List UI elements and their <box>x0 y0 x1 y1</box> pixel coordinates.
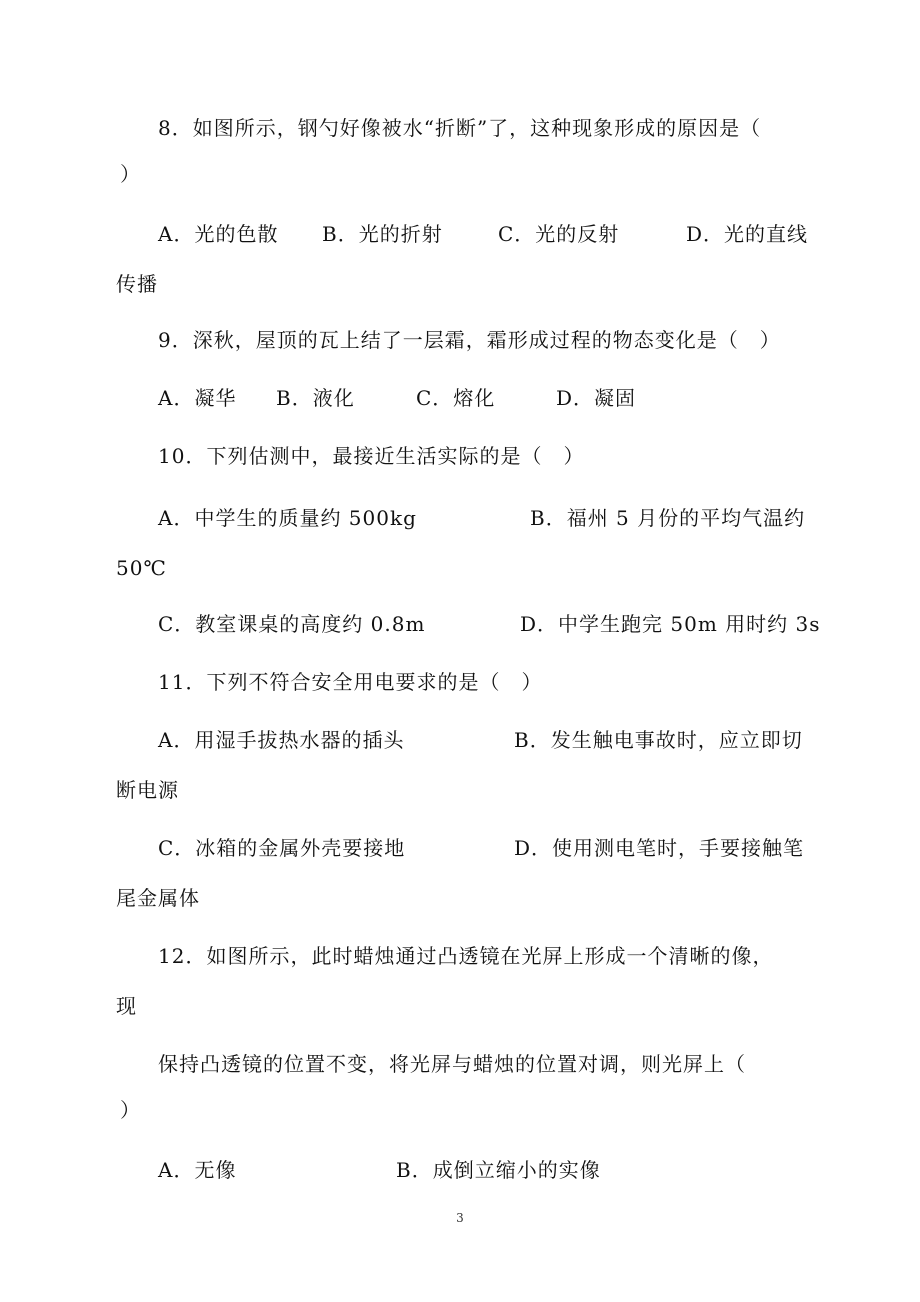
q11-option-d: D．使用测电笔时，手要接触笔 <box>514 836 805 860</box>
q10-option-c: C．教室课桌的高度约 0.8m <box>158 612 426 636</box>
q9-option-b: B．液化 <box>276 386 355 410</box>
q8-option-d-cont: 传播 <box>116 272 158 296</box>
q8-option-b: B．光的折射 <box>322 222 443 246</box>
q12-option-b: B．成倒立缩小的实像 <box>396 1158 601 1182</box>
q12-option-a: A．无像 <box>158 1158 237 1182</box>
q12-stem-line4: ） <box>120 1098 141 1122</box>
q8-option-a: A．光的色散 <box>158 222 279 246</box>
q11-option-c: C．冰箱的金属外壳要接地 <box>158 836 406 860</box>
q11-option-a: A．用湿手拔热水器的插头 <box>158 728 405 752</box>
q12-stem-line1: 12．如图所示，此时蜡烛通过凸透镜在光屏上形成一个清晰的像， <box>158 944 774 968</box>
q8-stem-line2: ） <box>120 162 141 186</box>
page-number: 3 <box>456 1211 464 1225</box>
q11-option-b-cont: 断电源 <box>116 778 179 802</box>
q8-option-d: D．光的直线 <box>686 222 809 246</box>
q8-option-c: C．光的反射 <box>498 222 620 246</box>
q10-option-d: D．中学生跑完 50m 用时约 3s <box>520 612 821 636</box>
q12-stem-line3: 保持凸透镜的位置不变，将光屏与蜡烛的位置对调，则光屏上（ <box>158 1052 746 1076</box>
q11-option-b: B．发生触电事故时，应立即切 <box>514 728 803 752</box>
q12-stem-line2: 现 <box>116 994 137 1018</box>
q9-stem: 9．深秋，屋顶的瓦上结了一层霜，霜形成过程的物态变化是（ ） <box>158 328 781 352</box>
q11-option-d-cont: 尾金属体 <box>116 886 200 910</box>
q10-option-a: A．中学生的质量约 500kg <box>158 506 417 530</box>
q10-option-b-cont: 50℃ <box>116 556 167 580</box>
q8-stem-line1: 8．如图所示，钢勺好像被水“折断”了，这种现象形成的原因是（ <box>158 116 762 140</box>
q9-option-a: A．凝华 <box>158 386 237 410</box>
q11-stem: 11．下列不符合安全用电要求的是（ ） <box>158 670 543 694</box>
q9-option-c: C．熔化 <box>416 386 496 410</box>
q9-option-d: D．凝固 <box>556 386 637 410</box>
q10-option-b: B．福州 5 月份的平均气温约 <box>530 506 806 530</box>
q10-stem: 10．下列估测中，最接近生活实际的是（ ） <box>158 444 585 468</box>
